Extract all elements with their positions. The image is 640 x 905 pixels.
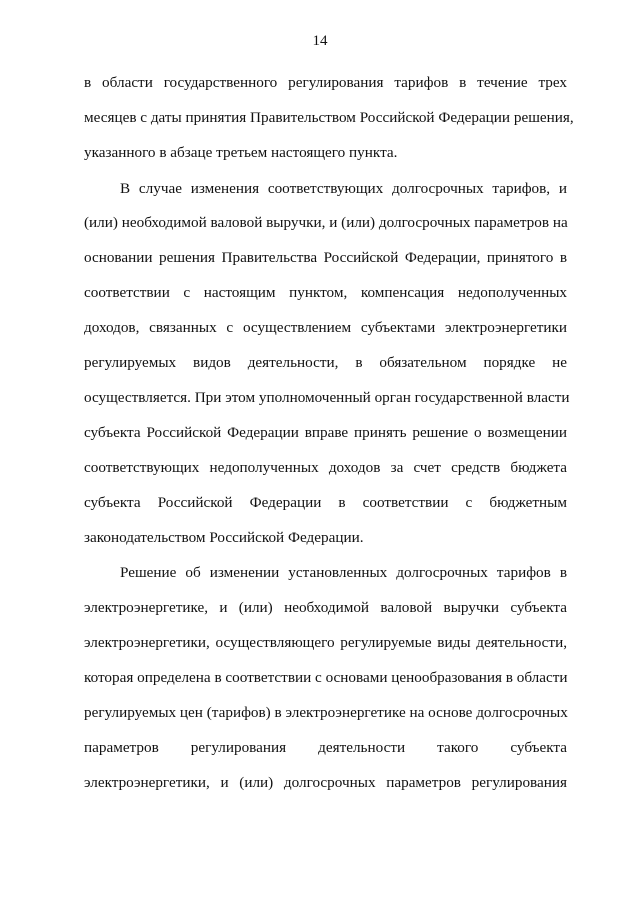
text-line: которая определена в соответствии с основами ценообразования в области bbox=[84, 669, 568, 686]
text-line: субъекта Российской Федерации в соответствии с бюджетным bbox=[84, 493, 567, 511]
text-line: регулируемых видов деятельности, в обязательном порядке не bbox=[84, 354, 567, 372]
text-line: основании решения Правительства Российской Федерации, принятого в bbox=[84, 249, 567, 267]
paragraph bbox=[84, 172, 570, 556]
text-line: соответствующих недополученных доходов за счет средств бюджета bbox=[84, 458, 567, 476]
text-line: доходов, связанных с осуществлением субъектами электроэнергетики bbox=[84, 319, 567, 337]
paragraph bbox=[84, 556, 567, 800]
text-line: электроэнергетики, и (или) долгосрочных параметров регулирования bbox=[84, 773, 567, 791]
text-line: регулируемых цен (тарифов) в электроэнергетике на основе долгосрочных bbox=[84, 703, 568, 721]
text-line: указанного в абзаце третьем настоящего пункта. bbox=[84, 143, 398, 161]
text-line: электроэнергетике, и (или) необходимой валовой выручки субъекта bbox=[84, 599, 567, 617]
document-body bbox=[84, 66, 574, 801]
text-line: (или) необходимой валовой выручки, и (или) долгосрочных параметров на bbox=[84, 214, 568, 232]
text-line: Решение об изменении установленных долгосрочных тарифов в bbox=[120, 564, 567, 582]
text-line: в области государственного регулирования тарифов в течение трех bbox=[84, 74, 567, 91]
text-line: субъекта Российской Федерации вправе принять решение о возмещении bbox=[84, 423, 567, 441]
text-line: законодательством Российской Федерации. bbox=[84, 528, 364, 546]
text-line: осуществляется. При этом уполномоченный орган государственной власти bbox=[84, 388, 570, 406]
text-line: соответствии с настоящим пунктом, компенсация недополученных bbox=[84, 284, 567, 302]
text-line: В случае изменения соответствующих долгосрочных тарифов, и bbox=[120, 179, 567, 197]
text-line: параметров регулирования деятельности такого субъекта bbox=[84, 738, 567, 756]
text-line: электроэнергетики, осуществляющего регулируемые виды деятельности, bbox=[84, 634, 567, 652]
page-number: 14 bbox=[312, 33, 328, 49]
paragraph bbox=[84, 66, 574, 171]
text-line: месяцев с даты принятия Правительством Российской Федерации решения, bbox=[84, 108, 574, 126]
